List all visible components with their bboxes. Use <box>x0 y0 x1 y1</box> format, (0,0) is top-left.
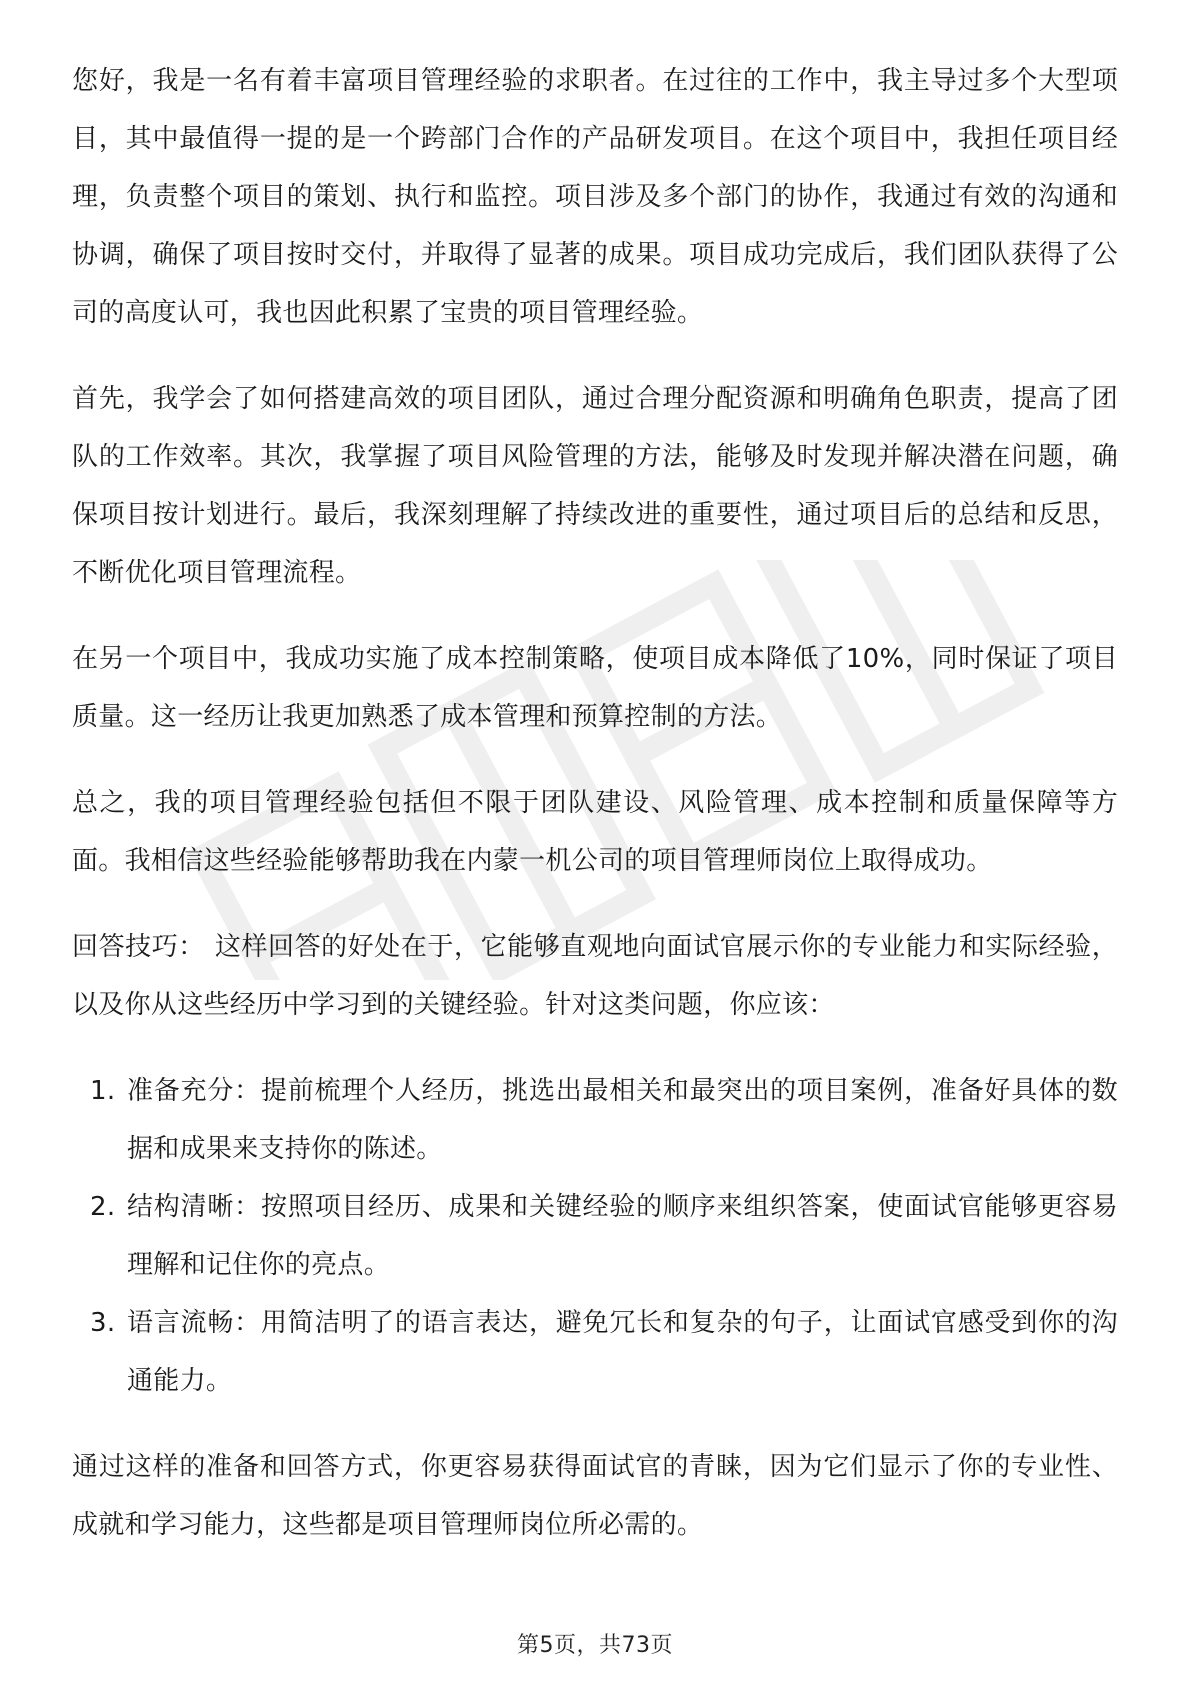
tip-paragraph <box>72 918 1118 1034</box>
list-item-text: 按照项目经历、成果和关键经验的顺序来组织答案，使面试官能够更容易理解和记住你的亮点。 <box>127 1192 1118 1280</box>
list-item <box>72 1294 1118 1410</box>
page-number: 第5页，共73页 <box>517 1633 673 1658</box>
tip-label: 回答技巧： <box>72 932 205 962</box>
paragraph-intro: 您好，我是一名有着丰富项目管理经验的求职者。在过往的工作中，我主导过多个大型项目，其中最值得一提的是一个跨部门合作的产品研发项目。在这个项目中，我担任项目经理，负责整个项目的策划、执行和监控。项目涉及多个部门的协作，我通过有效的沟通和协调，确保了项目按时交付，并取得了显著的成果。项目成功完成后，我们团队获得了公司的高度认可，我也因此积累了宝贵的项目管理经验。 <box>72 66 1118 328</box>
tip-text: 这样回答的好处在于，它能够直观地向面试官展示你的专业能力和实际经验，以及你从这些经历中学习到的关键经验。针对这类问题，你应该： <box>72 932 1118 1020</box>
list-item-title: 语言流畅： <box>127 1308 261 1338</box>
paragraph-summary: 总之，我的项目管理经验包括但不限于团队建设、风险管理、成本控制和质量保障等方面。我相信这些经验能够帮助我在内蒙一机公司的项目管理师岗位上取得成功。 <box>72 788 1118 876</box>
list-number: 2. <box>90 1192 116 1222</box>
list-item-text: 用简洁明了的语言表达，避免冗长和复杂的句子，让面试官感受到你的沟通能力。 <box>127 1308 1118 1396</box>
list-number: 3. <box>90 1308 116 1338</box>
paragraph-lessons: 首先，我学会了如何搭建高效的项目团队，通过合理分配资源和明确角色职责，提高了团队的工作效率。其次，我掌握了项目风险管理的方法，能够及时发现并解决潜在问题，确保项目按计划进行。最后，我深刻理解了持续改进的重要性，通过项目后的总结和反思，不断优化项目管理流程。 <box>72 384 1118 588</box>
list-item <box>72 1178 1118 1294</box>
list-item-text: 提前梳理个人经历，挑选出最相关和最突出的项目案例，准备好具体的数据和成果来支持你的陈述。 <box>127 1076 1118 1164</box>
paragraph-cost-control: 在另一个项目中，我成功实施了成本控制策略，使项目成本降低了10%，同时保证了项目质量。这一经历让我更加熟悉了成本管理和预算控制的方法。 <box>72 644 1118 732</box>
list-item <box>72 1062 1118 1178</box>
list-number: 1. <box>90 1076 116 1106</box>
list-item-title: 结构清晰： <box>127 1192 261 1222</box>
tips-list <box>72 1062 1118 1410</box>
document-body <box>72 52 1118 1582</box>
list-item-title: 准备充分： <box>127 1076 261 1106</box>
paragraph-closing: 通过这样的准备和回答方式，你更容易获得面试官的青睐，因为它们显示了你的专业性、成就和学习能力，这些都是项目管理师岗位所必需的。 <box>72 1452 1118 1540</box>
